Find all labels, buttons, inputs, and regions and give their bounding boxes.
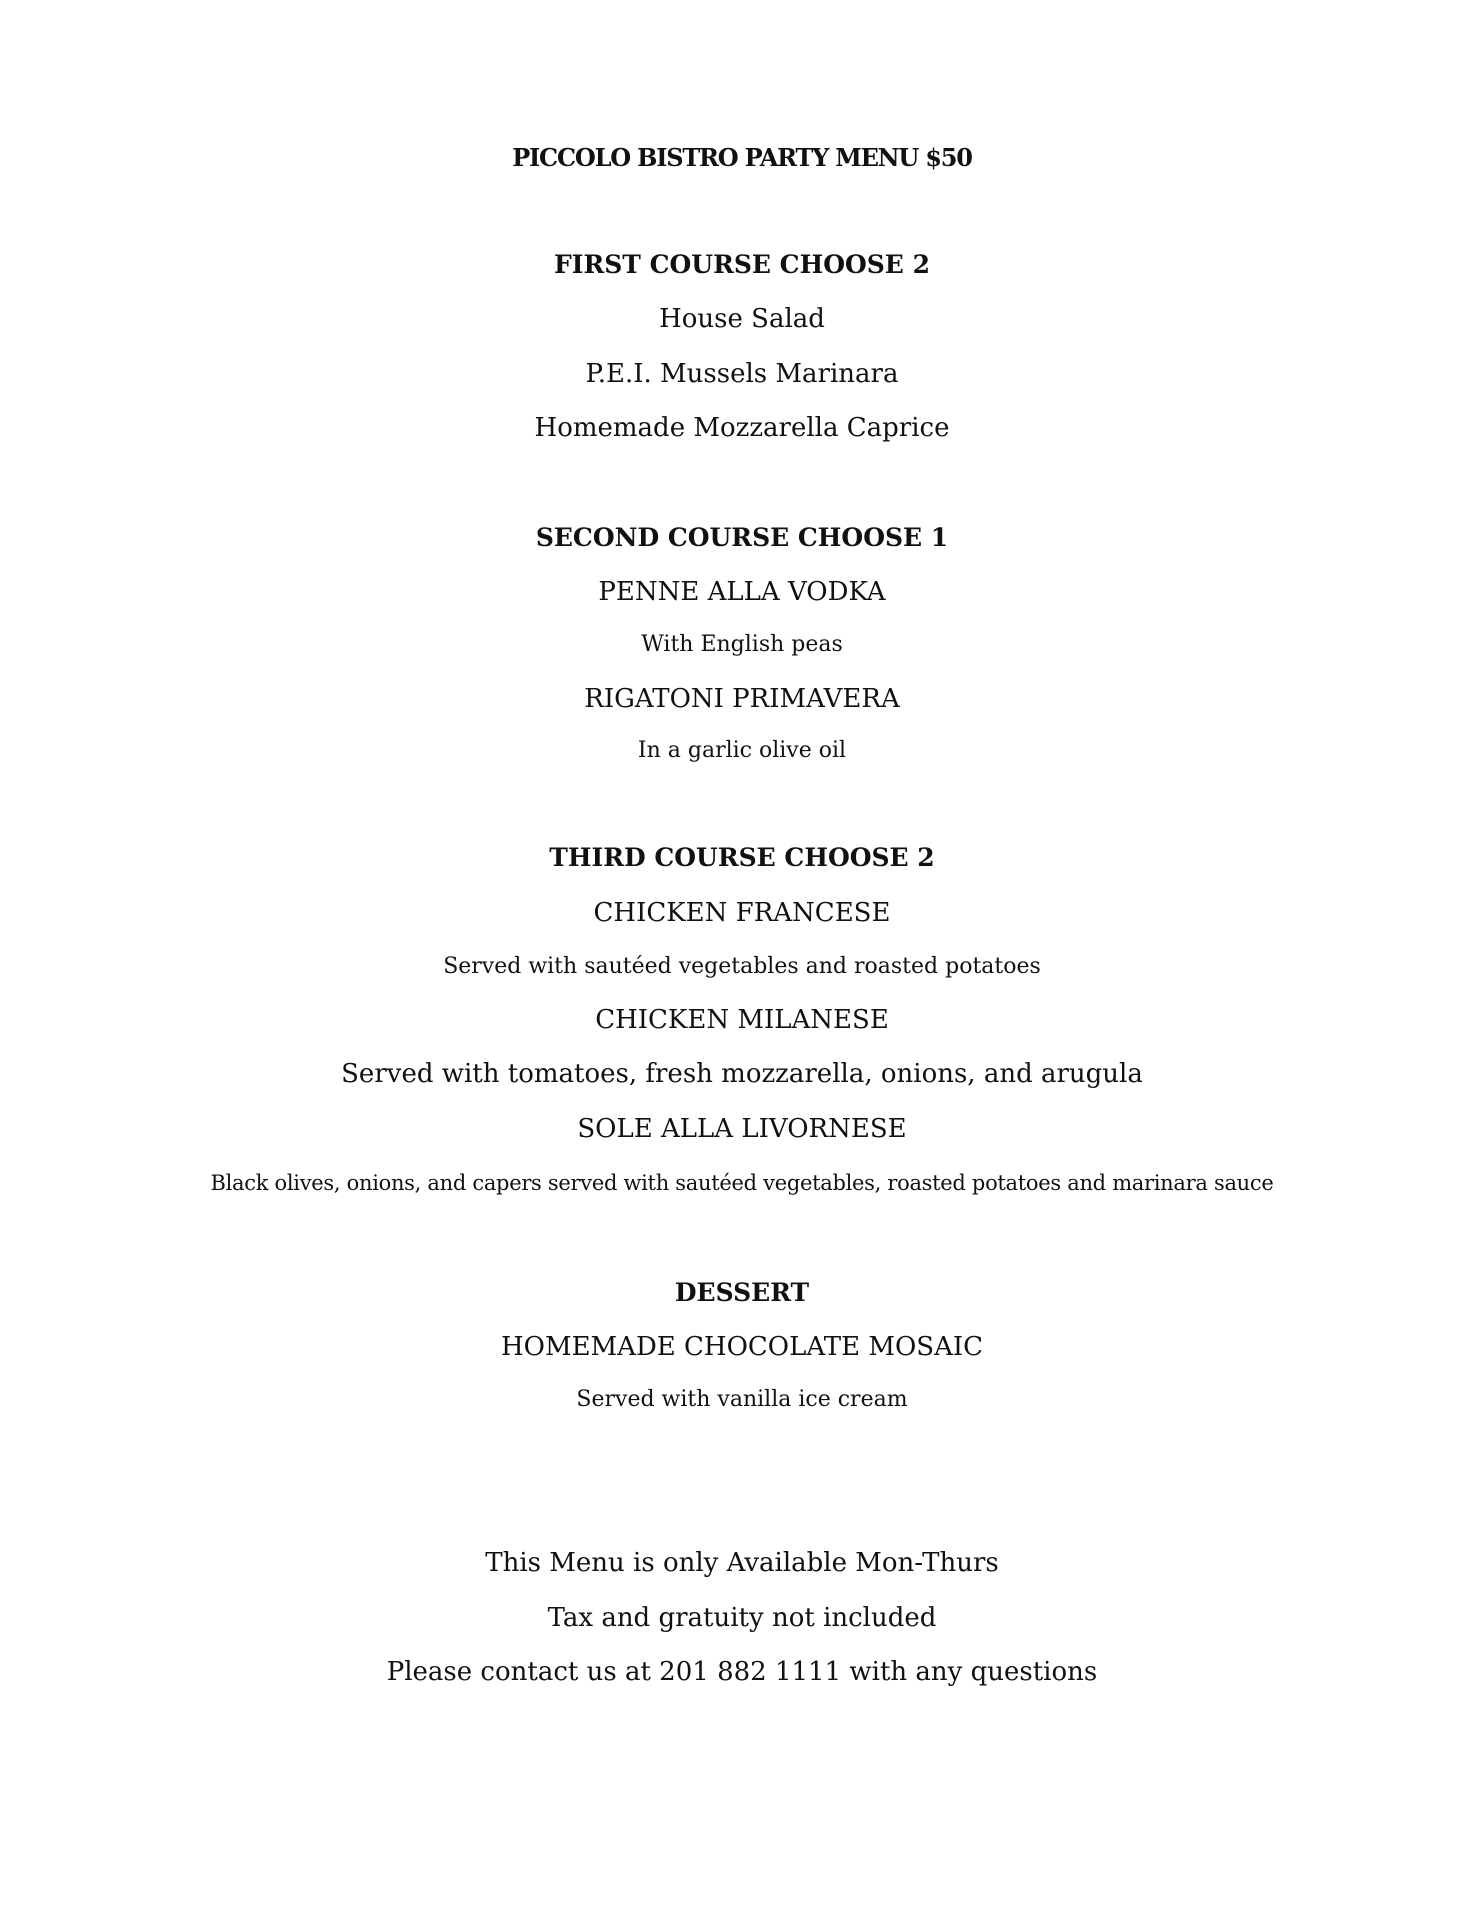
first-course-item: Homemade Mozzarella Caprice <box>534 413 950 443</box>
menu-title: PICCOLO BISTRO PARTY MENU $50 <box>512 143 972 172</box>
tax-note: Tax and gratuity not included <box>547 1603 937 1633</box>
second-course-item-name: RIGATONI PRIMAVERA <box>584 684 900 714</box>
first-course-item: P.E.I. Mussels Marinara <box>585 359 899 389</box>
third-course-heading: THIRD COURSE CHOOSE 2 <box>549 843 935 872</box>
third-course-item-name: CHICKEN FRANCESE <box>593 898 891 928</box>
dessert-item-description: Served with vanilla ice cream <box>576 1387 908 1412</box>
dessert-heading: DESSERT <box>674 1278 810 1307</box>
contact-note: Please contact us at 201 882 1111 with any questions <box>386 1657 1098 1687</box>
dessert-item-name: HOMEMADE CHOCOLATE MOSAIC <box>500 1332 984 1362</box>
availability-note: This Menu is only Available Mon-Thurs <box>485 1548 999 1578</box>
first-course-item: House Salad <box>659 304 825 334</box>
second-course-heading: SECOND COURSE CHOOSE 1 <box>535 523 949 552</box>
second-course-item-description: In a garlic olive oil <box>637 738 847 763</box>
third-course-item-name: CHICKEN MILANESE <box>595 1005 889 1035</box>
third-course-item-name: SOLE ALLA LIVORNESE <box>577 1114 907 1144</box>
third-course-item-description: Served with tomatoes, fresh mozzarella, onions, and arugula <box>341 1059 1143 1089</box>
third-course-item-description: Black olives, onions, and capers served with sautéed vegetables, roasted potatoes and marinara sauce <box>210 1171 1274 1195</box>
second-course-item-name: PENNE ALLA VODKA <box>598 577 886 607</box>
second-course-item-description: With English peas <box>641 632 843 657</box>
third-course-item-description: Served with sautéed vegetables and roasted potatoes <box>443 954 1041 979</box>
first-course-heading: FIRST COURSE CHOOSE 2 <box>554 250 930 279</box>
